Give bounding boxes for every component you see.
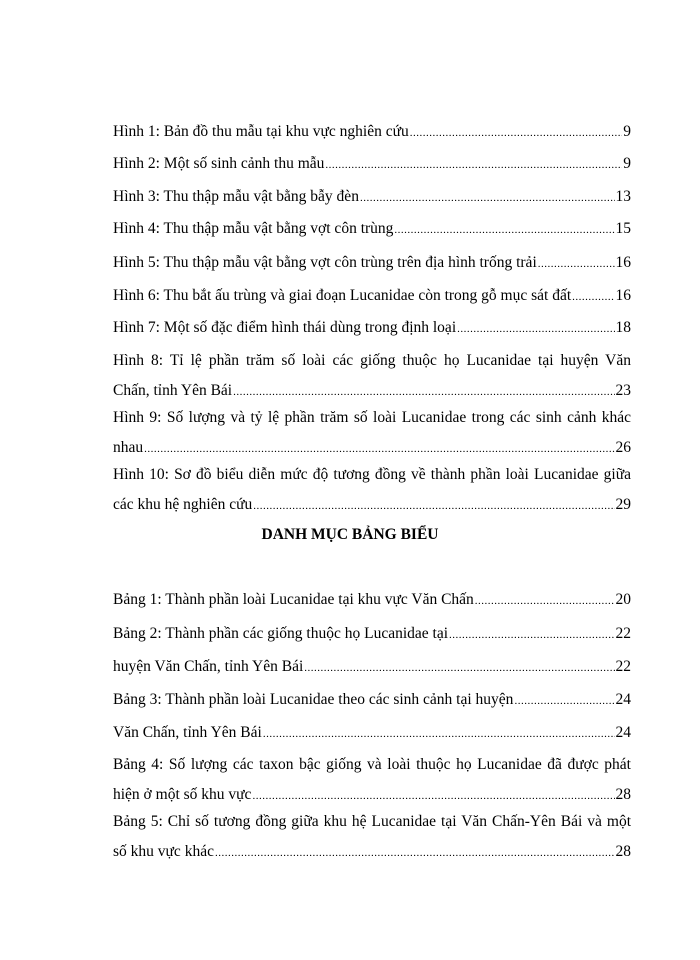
dot-leader: [572, 282, 614, 312]
entry-text: Hình 9: Số lượng và tỷ lệ phần trăm số loài Lucanidae trong các sinh cảnh khác: [113, 409, 631, 426]
entry-text: Hình 5: Thu thập mẫu vật bằng vợt côn trùng trên địa hình trống trải: [113, 254, 537, 271]
page-number: 29: [615, 496, 631, 513]
entry-text: Bảng 1: Thành phần loài Lucanidae tại khu vực Văn Chấn: [113, 591, 474, 608]
figure-entry-7[interactable]: [113, 313, 631, 343]
tables-list-heading: DANH MỤC BẢNG BIỂU: [261, 526, 439, 543]
dot-leader: [538, 249, 615, 279]
page-number: 23: [615, 382, 631, 399]
page-number: 9: [623, 155, 631, 172]
figure-entry-2[interactable]: [113, 149, 631, 179]
dot-leader: [410, 118, 622, 148]
table-entry-4[interactable]: [113, 750, 631, 810]
entry-text: Hình 8: Tỉ lệ phần trăm số loài các giống thuộc họ Lucanidae tại huyện Văn: [113, 352, 631, 369]
page-number: 28: [615, 843, 631, 860]
entry-text: Hình 1: Bản đồ thu mẫu tại khu vực nghiên cứu: [113, 123, 409, 140]
dot-leader: [394, 215, 614, 245]
entry-text-continued: các khu hệ nghiên cứu: [113, 496, 253, 513]
table-entry-2-continued[interactable]: [113, 652, 631, 682]
dot-leader: [449, 620, 614, 650]
table-entry-2[interactable]: [113, 619, 631, 649]
dot-leader: [514, 686, 614, 716]
dot-leader: [263, 719, 615, 749]
page-number: 24: [615, 691, 631, 708]
dot-leader: [360, 183, 615, 213]
dot-leader: [304, 653, 614, 683]
page-number: 16: [615, 287, 631, 304]
figure-entry-3[interactable]: [113, 182, 631, 212]
entry-text: Bảng 4: Số lượng các taxon bậc giống và loài thuộc họ Lucanidae đã được phát: [113, 756, 631, 773]
entry-text: Hình 6: Thu bắt ấu trùng và giai đoạn Lucanidae còn trong gỗ mục sát đất: [113, 287, 572, 304]
entry-text: Bảng 2: Thành phần các giống thuộc họ Lucanidae tại: [113, 625, 449, 642]
entry-text: Hình 2: Một số sinh cảnh thu mẫu: [113, 155, 325, 172]
entry-text: Hình 3: Thu thập mẫu vật bằng bẫy đèn: [113, 188, 359, 205]
dot-leader: [215, 838, 615, 868]
entry-text: huyện Văn Chấn, tỉnh Yên Bái: [113, 658, 304, 675]
dot-leader: [325, 150, 622, 180]
page-number: 18: [615, 319, 631, 336]
entry-text: Hình 10: Sơ đồ biểu diễn mức độ tương đồng về thành phần loài Lucanidae giữa: [113, 466, 631, 483]
entry-text-continued: nhau: [113, 439, 144, 456]
figure-entry-9[interactable]: [113, 403, 631, 463]
entry-text: Bảng 3: Thành phần loài Lucanidae theo các sinh cảnh tại huyện: [113, 691, 514, 708]
figure-entry-5[interactable]: [113, 248, 631, 278]
dot-leader: [475, 586, 615, 616]
table-entry-3[interactable]: [113, 685, 631, 715]
figure-entry-10[interactable]: [113, 460, 631, 520]
page-number: 9: [623, 123, 631, 140]
dot-leader: [253, 491, 614, 521]
page-number: 20: [615, 591, 631, 608]
entry-text: Văn Chấn, tỉnh Yên Bái: [113, 724, 262, 741]
entry-text: Hình 7: Một số đặc điểm hình thái dùng trong định loại: [113, 319, 457, 336]
figure-entry-8[interactable]: [113, 346, 631, 406]
entry-text-continued: hiện ở một số khu vực: [113, 786, 252, 803]
page-number: 28: [615, 786, 631, 803]
entry-text-continued: số khu vực khác: [113, 843, 214, 860]
entry-text-continued: Chấn, tỉnh Yên Bái: [113, 382, 233, 399]
figure-entry-4[interactable]: [113, 214, 631, 244]
entry-text: Bảng 5: Chỉ số tương đồng giữa khu hệ Lucanidae tại Văn Chấn-Yên Bái và một: [113, 813, 631, 830]
page-number: 16: [615, 254, 631, 271]
page-number: 15: [615, 220, 631, 237]
page-number: 22: [615, 625, 631, 642]
page-number: 13: [615, 188, 631, 205]
page-number: 26: [615, 439, 631, 456]
figure-entry-6[interactable]: [113, 281, 631, 311]
page-number: 22: [615, 658, 631, 675]
table-entry-3-continued[interactable]: [113, 718, 631, 748]
figure-entry-1[interactable]: [113, 117, 631, 147]
table-entry-1[interactable]: [113, 585, 631, 615]
entry-text: Hình 4: Thu thập mẫu vật bằng vợt côn trùng: [113, 220, 394, 237]
table-entry-5[interactable]: [113, 807, 631, 867]
dot-leader: [457, 314, 614, 344]
page-number: 24: [615, 724, 631, 741]
